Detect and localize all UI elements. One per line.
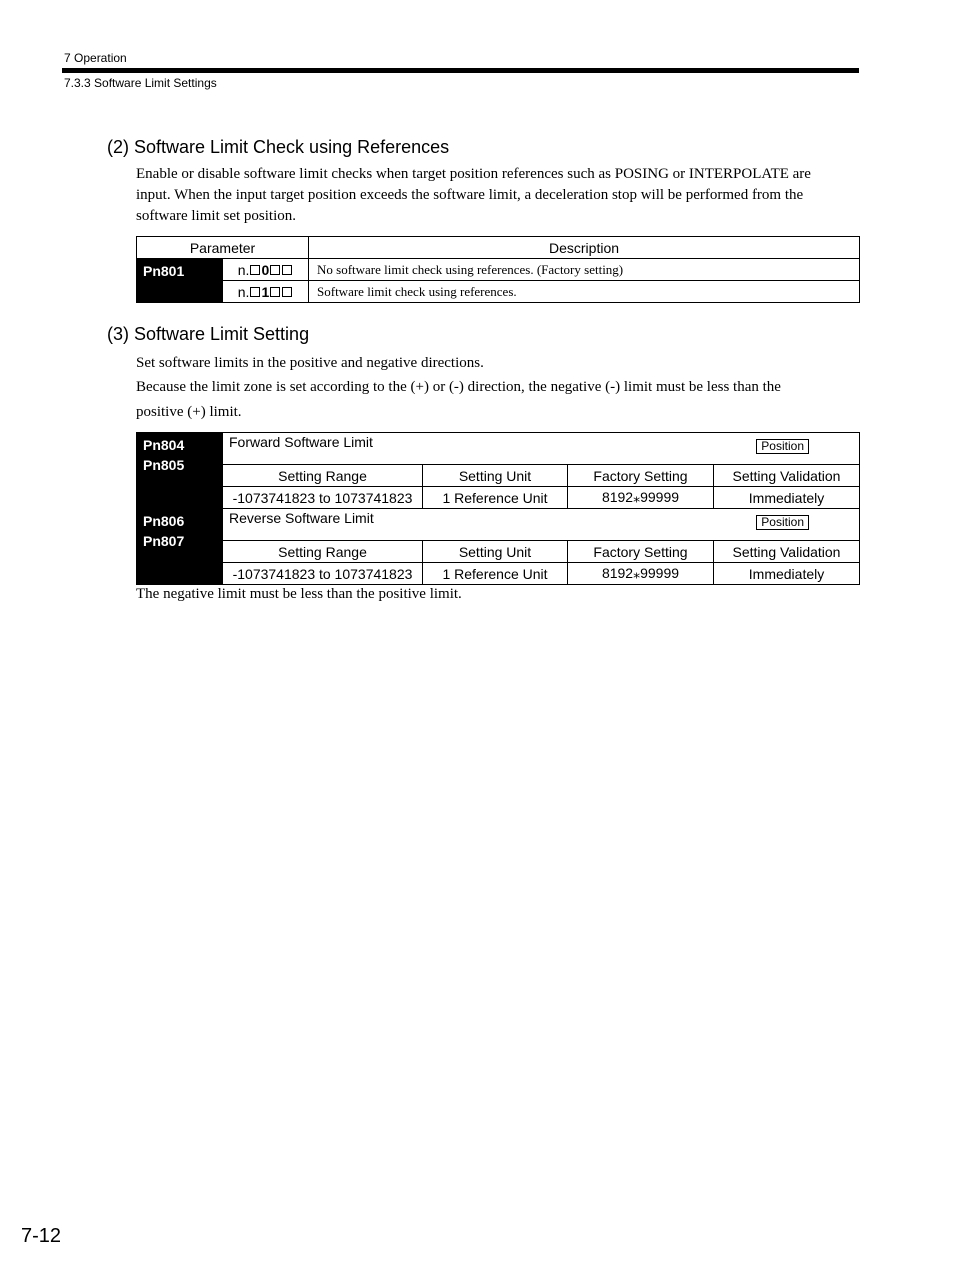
section-3-line: Set software limits in the positive and negative directions. xyxy=(136,355,484,371)
paragraph-line: software limit set position. xyxy=(136,208,296,224)
position-tag: Position xyxy=(756,515,809,530)
column-header-factory-setting: Factory Setting xyxy=(568,541,714,563)
parameter-name: Forward Software Limit xyxy=(229,434,373,450)
parameter-number: Pn801 xyxy=(143,263,185,279)
software-limit-table xyxy=(136,432,860,585)
placeholder-digit-box xyxy=(282,265,292,275)
parameter-name: Reverse Software Limit xyxy=(229,510,374,526)
value-factory-setting: 8192⁎99999 xyxy=(568,563,714,585)
parameter-number: Pn806 xyxy=(143,513,185,529)
column-header-setting-unit: Setting Unit xyxy=(423,541,568,563)
column-header-setting-range: Setting Range xyxy=(223,541,423,563)
parameter-number: Pn804 xyxy=(143,437,185,453)
section-2-paragraph xyxy=(136,164,858,227)
section-heading-software-limit-check: (2) Software Limit Check using References xyxy=(107,137,450,157)
column-header-setting-range: Setting Range xyxy=(223,465,423,487)
header-rule xyxy=(62,68,859,73)
value-setting-range: -1073741823 to 1073741823 xyxy=(223,563,423,585)
header-section: 7.3.3 Software Limit Settings xyxy=(64,76,217,90)
parameter-number-cell xyxy=(137,433,223,509)
note-text: The negative limit must be less than the positive limit. xyxy=(136,586,462,602)
parameter-name-cell xyxy=(223,509,860,541)
parameter-number-cell xyxy=(137,509,223,585)
section-3-line: Because the limit zone is set according to the (+) or (-) direction, the negative (-) limit must be less than the xyxy=(136,379,781,395)
placeholder-digit-box xyxy=(270,265,280,275)
paragraph-line: Enable or disable software limit checks when target position references such as POSING or INTERPOLATE are xyxy=(136,166,811,182)
value-factory-setting: 8192⁎99999 xyxy=(568,487,714,509)
position-tag: Position xyxy=(756,439,809,454)
section-3-line: positive (+) limit. xyxy=(136,404,242,420)
page-number: 7-12 xyxy=(21,1225,62,1247)
parameter-number: Pn807 xyxy=(143,533,185,549)
parameter-setting-description: Software limit check using references. xyxy=(309,281,860,303)
header-chapter: 7 Operation xyxy=(64,51,127,65)
column-header-description: Description xyxy=(309,237,860,259)
column-header-parameter: Parameter xyxy=(137,237,309,259)
value-setting-validation: Immediately xyxy=(714,563,860,585)
parameter-setting-code: n. 0 xyxy=(223,259,309,281)
paragraph-line: input. When the input target position exceeds the software limit, a deceleration stop will be performed from the xyxy=(136,187,804,203)
placeholder-digit-box xyxy=(282,287,292,297)
value-setting-unit: 1 Reference Unit xyxy=(423,487,568,509)
parameter-table-pn801 xyxy=(136,236,860,303)
column-header-setting-validation: Setting Validation xyxy=(714,465,860,487)
value-setting-range: -1073741823 to 1073741823 xyxy=(223,487,423,509)
section-heading-software-limit-setting: (3) Software Limit Setting xyxy=(107,324,310,344)
parameter-number-cell xyxy=(137,259,223,303)
placeholder-digit-box xyxy=(250,265,260,275)
column-header-setting-unit: Setting Unit xyxy=(423,465,568,487)
column-header-setting-validation: Setting Validation xyxy=(714,541,860,563)
column-header-factory-setting: Factory Setting xyxy=(568,465,714,487)
value-setting-validation: Immediately xyxy=(714,487,860,509)
parameter-setting-code: n. 1 xyxy=(223,281,309,303)
parameter-setting-description: No software limit check using references. (Factory setting) xyxy=(309,259,860,281)
parameter-name-cell xyxy=(223,433,860,465)
parameter-number: Pn805 xyxy=(143,457,185,473)
value-setting-unit: 1 Reference Unit xyxy=(423,563,568,585)
placeholder-digit-box xyxy=(270,287,280,297)
placeholder-digit-box xyxy=(250,287,260,297)
